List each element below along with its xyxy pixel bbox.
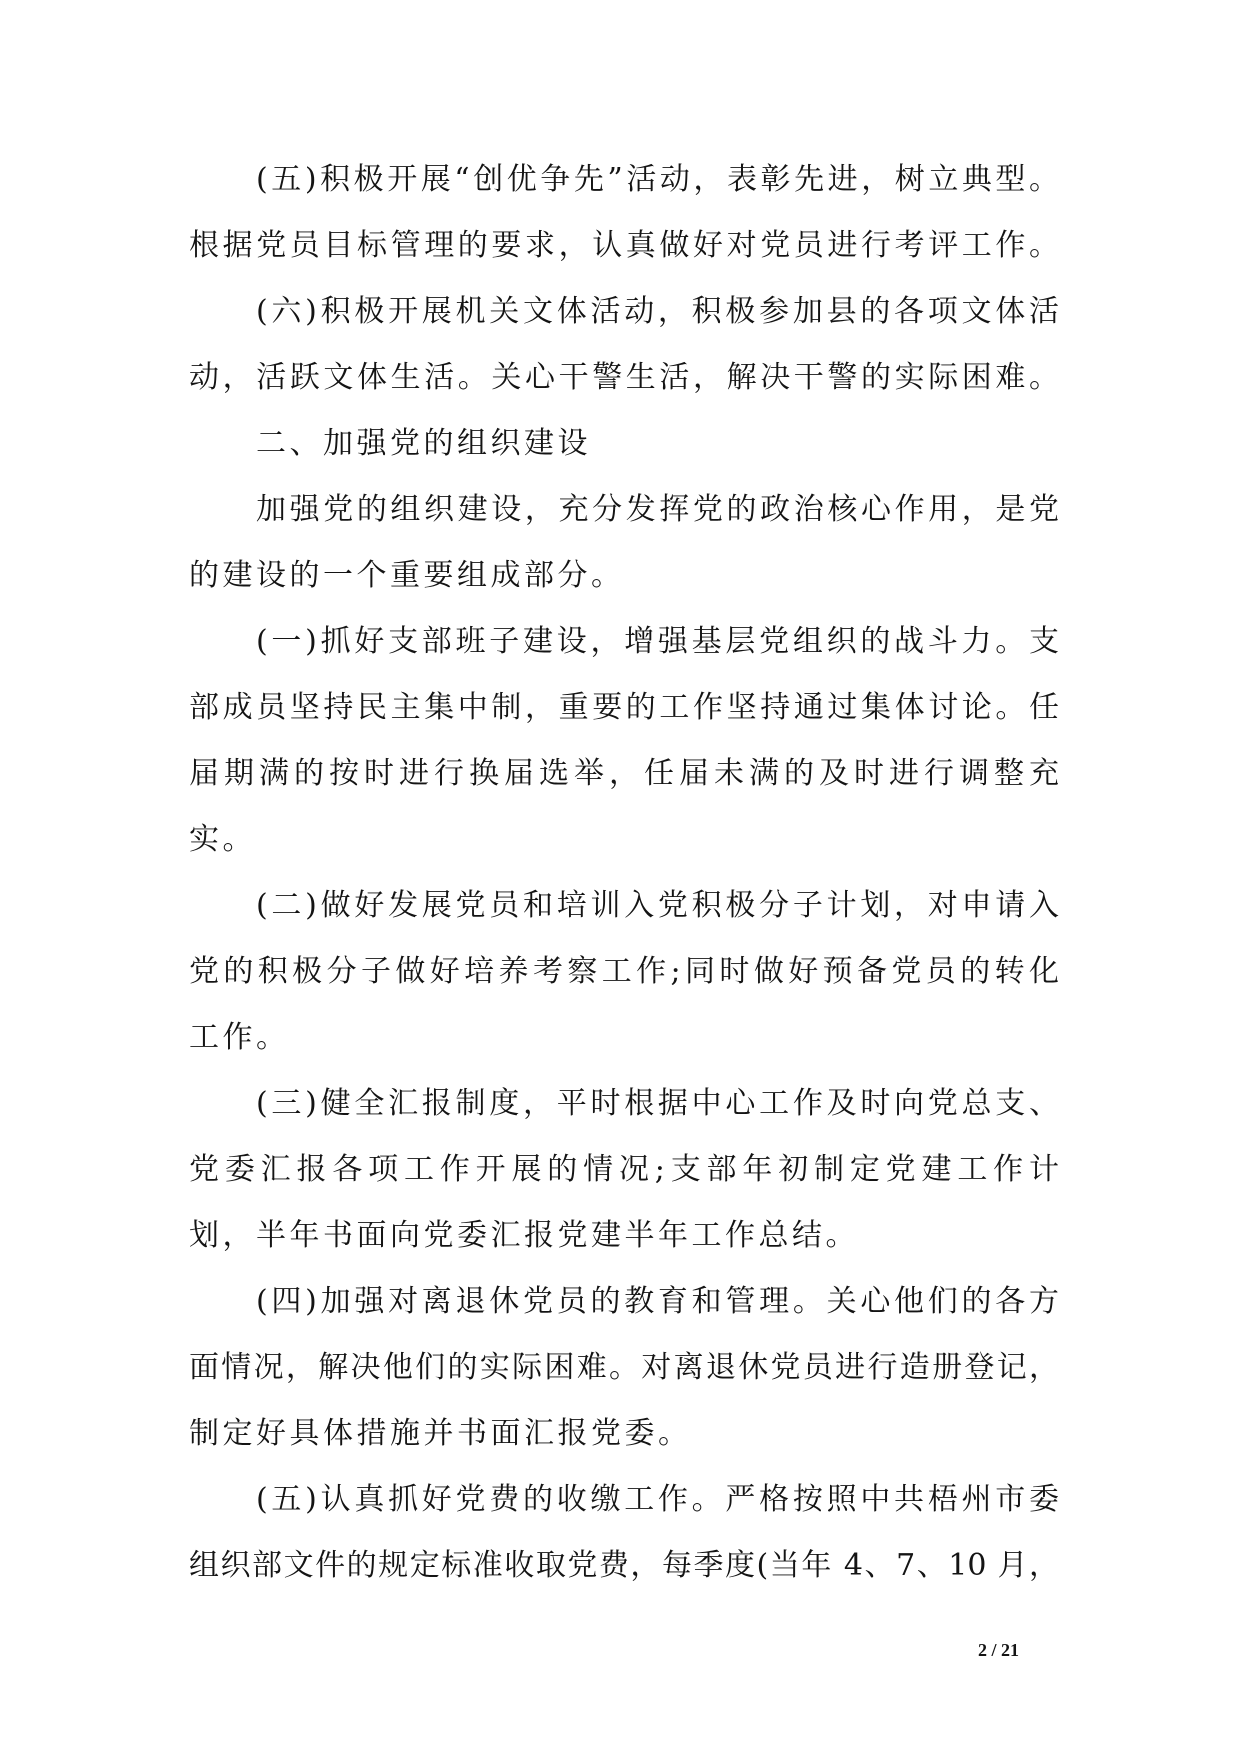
text-line: (一)抓好支部班子建设，增强基层党组织的战斗力。支 — [256, 624, 1059, 659]
text-line: 部成员坚持民主集中制，重要的工作坚持通过集体讨论。任 — [189, 690, 1059, 725]
text-line: 划，半年书面向党委汇报党建半年工作总结。 — [189, 1218, 859, 1253]
paragraph — [189, 609, 1059, 873]
heading-line: 二、加强党的组织建设 — [256, 426, 591, 461]
page-number: 2 / 21 — [978, 1640, 1020, 1660]
text-line: 党的积极分子做好培养考察工作;同时做好预备党员的转化 — [189, 954, 1059, 989]
text-line: (四)加强对离退休党员的教育和管理。关心他们的各方 — [256, 1284, 1059, 1319]
paragraph — [189, 1467, 1059, 1599]
text-line: 的建设的一个重要组成部分。 — [189, 558, 625, 593]
text-line: 动，活跃文体生活。关心干警生活，解决干警的实际困难。 — [189, 360, 1059, 395]
text-line: (二)做好发展党员和培训入党积极分子计划，对申请入 — [256, 888, 1059, 923]
paragraph — [189, 1269, 1059, 1467]
text-line: (五)认真抓好党费的收缴工作。严格按照中共梧州市委 — [256, 1482, 1059, 1517]
text-line: (五)积极开展“创优争先”活动，表彰先进，树立典型。 — [256, 162, 1059, 197]
paragraph — [189, 147, 1059, 279]
text-line: 工作。 — [189, 1020, 290, 1055]
text-line: 制定好具体措施并书面汇报党委。 — [189, 1416, 692, 1451]
text-line: (三)健全汇报制度，平时根据中心工作及时向党总支、 — [256, 1086, 1059, 1121]
paragraph — [189, 873, 1059, 1071]
section-heading — [189, 411, 1059, 477]
text-line: 届期满的按时进行换届选举，任届未满的及时进行调整充 — [189, 756, 1059, 791]
paragraph — [189, 477, 1059, 609]
body-text — [189, 147, 1059, 1599]
paragraph — [189, 279, 1059, 411]
text-line: 面情况，解决他们的实际困难。对离退休党员进行造册登记， — [189, 1350, 1059, 1385]
text-line: 组织部文件的规定标准收取党费，每季度(当年 4、7、10 月， — [189, 1548, 1059, 1583]
paragraph — [189, 1071, 1059, 1269]
text-line: (六)积极开展机关文体活动，积极参加县的各项文体活 — [256, 294, 1059, 329]
text-line: 实。 — [189, 822, 256, 857]
text-line: 加强党的组织建设，充分发挥党的政治核心作用，是党 — [256, 492, 1059, 527]
text-line: 根据党员目标管理的要求，认真做好对党员进行考评工作。 — [189, 228, 1059, 263]
text-line: 党委汇报各项工作开展的情况;支部年初制定党建工作计 — [189, 1152, 1059, 1187]
